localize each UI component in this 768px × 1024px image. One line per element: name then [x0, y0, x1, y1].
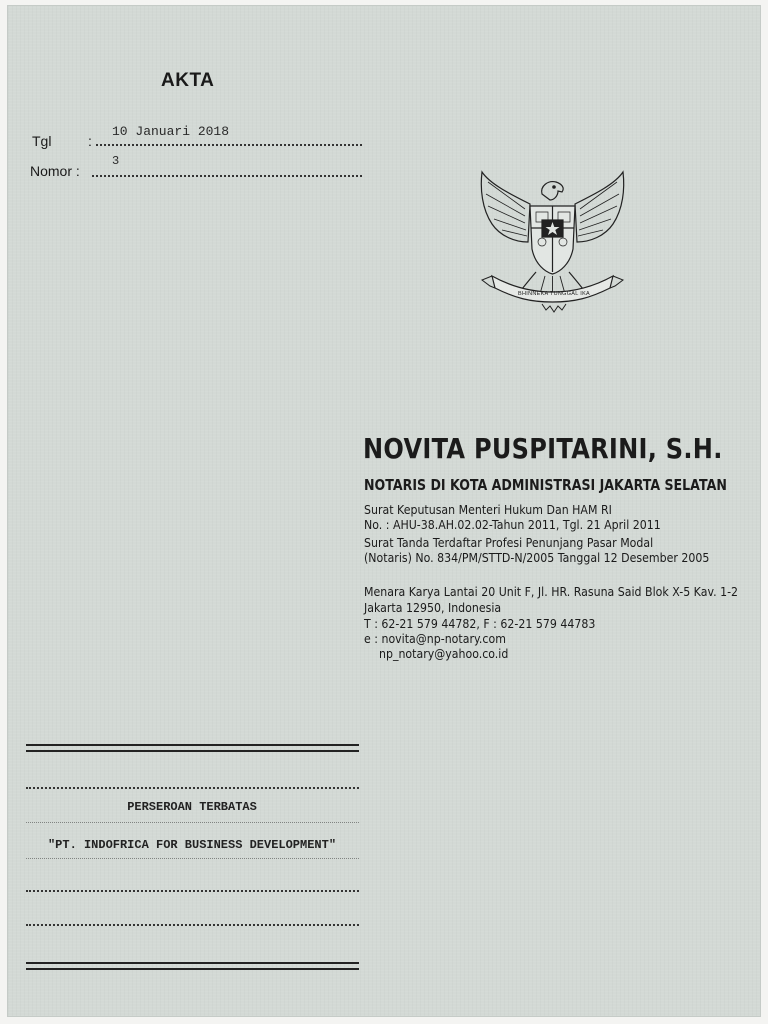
dotted-line-4 [26, 890, 359, 892]
dotted-line-3 [26, 858, 359, 859]
dotted-line-1 [26, 787, 359, 789]
registration-line-2: (Notaris) No. 834/PM/STTD-N/2005 Tanggal 12 Desember 2005 [364, 550, 710, 565]
dotted-line-2 [26, 822, 359, 823]
document-title: AKTA [161, 70, 215, 91]
nomor-value: 3 [112, 154, 120, 168]
emblem-motto: BHINNEKA TUNGGAL IKA [518, 291, 591, 297]
nomor-label: Nomor : [30, 163, 80, 179]
address-line-1: Menara Karya Lantai 20 Unit F, Jl. HR. Rasuna Said Blok X-5 Kav. 1-2 [364, 584, 739, 599]
deed-cover-sheet [8, 6, 760, 1016]
tgl-value: 10 Januari 2018 [112, 124, 230, 139]
tgl-label: Tgl [32, 133, 52, 149]
registration-line-1: Surat Tanda Terdaftar Profesi Penunjang Pasar Modal [364, 535, 654, 550]
notary-name: NOVITA PUSPITARINI, S.H. [363, 432, 723, 465]
dotted-line-5 [26, 924, 359, 926]
decree-line-2: No. : AHU-38.AH.02.02-Tahun 2011, Tgl. 21 April 2011 [364, 517, 661, 532]
company-name: "PT. INDOFRICA FOR BUSINESS DEVELOPMENT" [47, 838, 337, 852]
notary-title: NOTARIS DI KOTA ADMINISTRASI JAKARTA SELATAN [364, 476, 727, 494]
email-line-1: e : novita@np-notary.com [364, 631, 506, 646]
bottom-double-rule [26, 962, 359, 970]
tgl-dotted-line [96, 144, 362, 146]
deed-type: PERSEROAN TERBATAS [127, 800, 257, 814]
phone-fax: T : 62-21 579 44782, F : 62-21 579 44783 [364, 616, 596, 631]
address-line-2: Jakarta 12950, Indonesia [364, 600, 502, 615]
tgl-separator: : [88, 133, 92, 149]
decree-line-1: Surat Keputusan Menteri Hukum Dan HAM RI [364, 502, 612, 517]
email-line-2: np_notary@yahoo.co.id [379, 646, 509, 661]
nomor-dotted-line [92, 175, 362, 177]
top-double-rule [26, 744, 359, 752]
garuda-emblem-icon [470, 164, 635, 319]
